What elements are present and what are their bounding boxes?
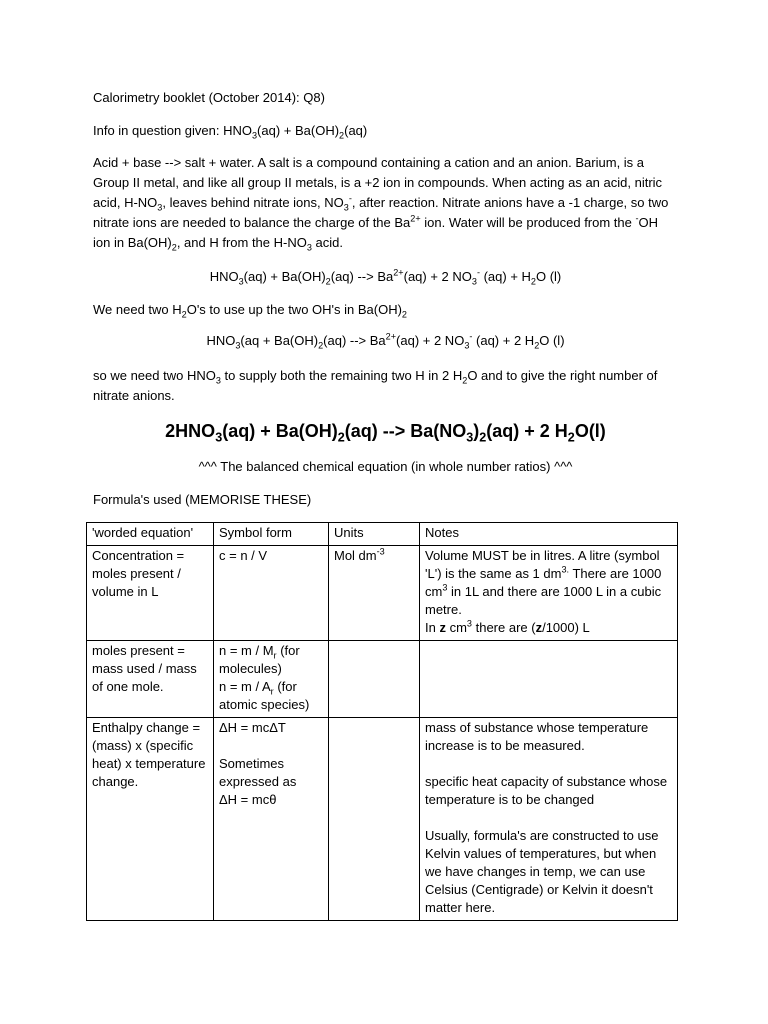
table-row: [87, 641, 678, 718]
table-row: [87, 718, 678, 921]
formulas-table: [86, 522, 678, 921]
equation-caption: ^^^ The balanced chemical equation (in whole number ratios) ^^^: [198, 459, 573, 474]
cell-units: [329, 718, 420, 921]
nitric-acid-explanation: so we need two $HNO_3$ to supply both the remaining two H in 2 $H_2O$ and to give the right number of nitrate anions.: [93, 368, 658, 403]
cell-notes: mass of substance whose temperature increase is to be measured. specific heat capacity of substance whose temperature is to be changed Usually, formula's are constructed to use Kelvin values of temperatures, but when we have changes in temp, we can use Celsius (Centigrade) or Kelvin it doesn't matter here.: [420, 718, 678, 921]
cell-notes: [420, 641, 678, 718]
question-title: Calorimetry booklet (October 2014): Q8): [93, 90, 325, 105]
header-units: Units: [329, 523, 420, 546]
water-explanation: We need two $H_2O's$ to use up the two OH's in $Ba(OH)_2$: [93, 302, 407, 320]
table-header-row: [87, 523, 678, 546]
given-prefix: Info in question given:: [93, 123, 224, 138]
cell-notes: Volume MUST be in litres. A litre (symbol 'L') is the same as 1 $dm^{3.}$ There are 1000 $cm^3$ in 1L and there are 1000 L in a cubic metre. In z $cm^3$ there are (z/1000) L: [420, 546, 678, 641]
formulas-heading: Formula's used (MEMORISE THESE): [93, 492, 312, 507]
header-symbol: Symbol form: [214, 523, 329, 546]
partial-equation: $HNO_3(aq + Ba(OH)_2(aq)$ --> $Ba^{2+}(aq) + 2$ $NO_3^-$ (aq) + 2 $H_2O$ (l): [206, 331, 565, 351]
header-notes: Notes: [420, 523, 678, 546]
cell-symbol: c = n / V: [214, 546, 329, 641]
cell-worded: Concentration = moles present / volume in L: [87, 546, 214, 641]
cell-symbol: ΔH = mcΔT Sometimes expressed as ΔH = mcθ: [214, 718, 329, 921]
unbalanced-equation: $HNO_3(aq) + Ba(OH)_2(aq)$ --> $Ba^{2+}(aq) + 2$ $NO_3^-$ $(aq) + H_2O$ (l): [209, 267, 562, 287]
table-row: [87, 546, 678, 641]
cell-worded: moles present = mass used / mass of one mole.: [87, 641, 214, 718]
given-info: Info in question given: $HNO_3(aq) + Ba(OH)_2(aq)$: [93, 123, 368, 141]
cell-worded: Enthalpy change = (mass) x (specific heat) x temperature change.: [87, 718, 214, 921]
cell-units: Mol $dm^{-3}$: [329, 546, 420, 641]
cell-units: [329, 641, 420, 718]
balanced-equation: $2HNO_3(aq) + Ba(OH)_2(aq)$ --> $Ba(NO_3)_2(aq) + 2$ $H_2O(l)$: [165, 421, 606, 445]
header-worded: 'worded equation': [87, 523, 214, 546]
explanation-paragraph: Acid + base --> salt + water. A salt is a compound containing a cation and an anion. Barium, is a Group II metal, and like all group II metals, is a +2 ion in compounds. When acting as an acid, nitric acid, $H-NO_3$, leaves behind nitrate ions, $NO_3^-$, after reaction. Nitrate anions have a -1 charge, so two nitrate ions are needed to balance the charge of the $Ba^{2+}$ ion. Water will be produced from the -OH ion in $Ba(OH)_2$, and H from the $H-NO_3$ acid.: [93, 155, 669, 253]
cell-symbol: $n = m / M_r$ (for molecules) $n = m / A_r$ (for atomic species): [214, 641, 329, 718]
